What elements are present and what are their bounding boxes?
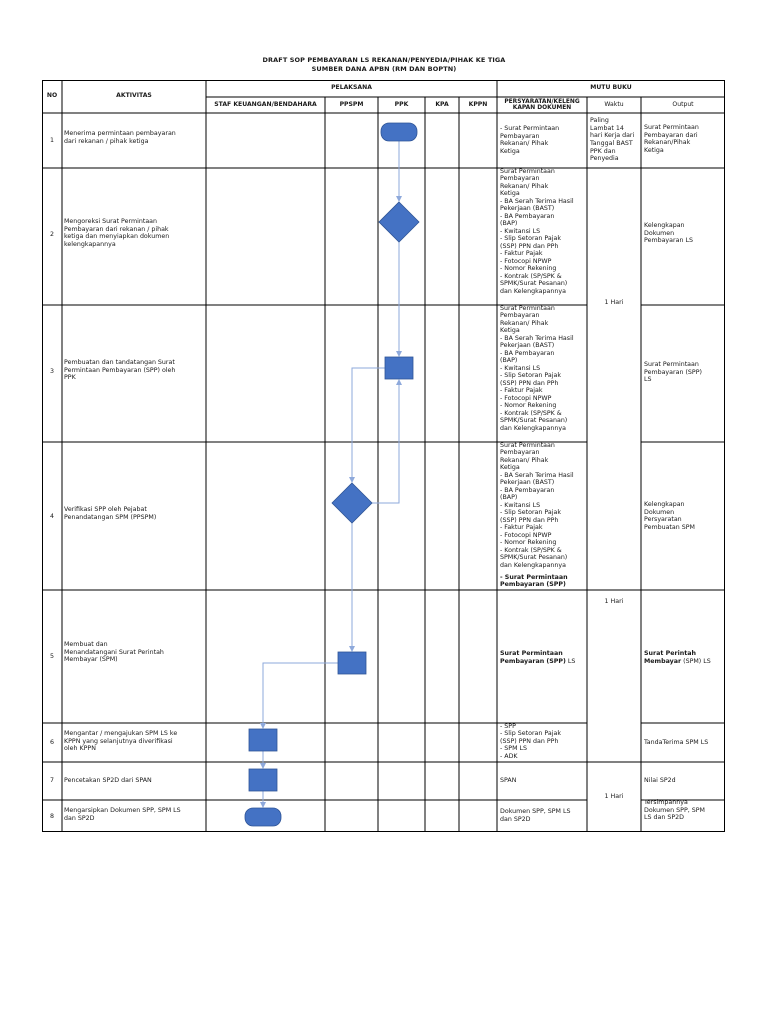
waktu-merged-text: 1 Hari xyxy=(604,598,624,605)
header-waktu: Waktu xyxy=(604,100,624,108)
output-text: Kelengkapan Dokumen Pembayaran LS xyxy=(644,222,693,245)
waktu-merged-text: 1 Hari xyxy=(604,793,624,800)
activity-text: Verifikasi SPP oleh Pejabat Penandatangan SPM (PPSPM) xyxy=(64,506,157,521)
header-mutu-buku: MUTU BUKU xyxy=(590,84,632,92)
output-text: Kelengkapan Dokumen Persyaratan Pembuatan SPM xyxy=(644,501,695,532)
output-text-tail: (SPM) LS xyxy=(681,657,711,665)
row-number: 4 xyxy=(49,513,54,520)
activity-text: Menerima permintaan pembayaran dari rekanan / pihak ketiga xyxy=(64,130,176,145)
flow-end-terminal xyxy=(245,808,281,826)
header-persyaratan: PERSYARATAN/KELENG KAPAN DOKUMEN xyxy=(504,98,580,111)
sop-table xyxy=(42,80,725,832)
header-kppn: KPPN xyxy=(468,100,488,108)
row-number: 6 xyxy=(49,739,54,746)
requirement-text-bold: Surat Permintaan Pembayaran (SPP) xyxy=(500,650,566,665)
requirement-text: Surat Permintaan Pembayaran Rekanan/ Pihak Ketiga - BA Serah Terima Hasil Pekerjaan (BAST) - BA Pembayaran (BAP) - Kwitansi LS - Slip Setoran Pajak (SSP) PPN dan PPh - Faktur Pajak - Fotocopi NPWP - Nomor Rekening - Kontrak (SP/SPK & SPMK/Surat Pesanan) dan Kelengkapannya xyxy=(500,168,574,295)
flow-connector-arrow xyxy=(352,368,385,482)
waktu-text: Paling Lambat 14 hari Kerja dari Tanggal BAST PPK dan Penyedia xyxy=(590,117,635,163)
document-title-line2: SUMBER DANA APBN (RM DAN BOPTN) xyxy=(311,65,457,73)
flow-decision-diamond xyxy=(332,483,372,523)
requirement-text: Dokumen SPP, SPM LS dan SP2D xyxy=(500,808,571,823)
header-ppspm: PPSPM xyxy=(339,100,364,108)
activity-text: Mengoreksi Surat Permintaan Pembayaran dari rekanan / pihak ketiga dan menyiapkan dokumen kelengkapannya xyxy=(64,218,170,249)
header-no: NO xyxy=(46,92,58,100)
requirement-text-bold: - Surat Permintaan Pembayaran (SPP) xyxy=(500,574,568,589)
flow-connector-arrow xyxy=(372,380,399,503)
flow-process-box xyxy=(338,652,366,674)
requirement-text: SPAN xyxy=(500,777,517,784)
header-aktivitas: AKTIVITAS xyxy=(116,92,152,100)
requirement-text-tail: LS xyxy=(565,657,576,665)
row-number: 7 xyxy=(49,777,54,784)
requirement-text: Surat Permintaan Pembayaran Rekanan/ Pihak Ketiga - BA Serah Terima Hasil Pekerjaan (BAST) - BA Pembayaran (BAP) - Kwitansi LS - Slip Setoran Pajak (SSP) PPN dan PPh - Faktur Pajak - Fotocopi NPWP - Nomor Rekening - Kontrak (SP/SPK & SPMK/Surat Pesanan) dan Kelengkapannya xyxy=(500,442,574,569)
flow-process-box xyxy=(249,769,277,791)
row-number: 2 xyxy=(49,231,54,238)
document-title-line1: DRAFT SOP PEMBAYARAN LS REKANAN/PENYEDIA/PIHAK KE TIGA xyxy=(262,56,506,64)
row-number: 8 xyxy=(49,813,54,820)
output-text: Nilai SP2d xyxy=(644,777,676,784)
row-number: 5 xyxy=(49,653,54,660)
header-pelaksana: PELAKSANA xyxy=(331,84,372,92)
activity-text: Mengarsipkan Dokumen SPP, SPM LS dan SP2D xyxy=(64,807,181,822)
requirement-text: Surat Permintaan Pembayaran Rekanan/ Pihak Ketiga - BA Serah Terima Hasil Pekerjaan (BAST) - BA Pembayaran (BAP) - Kwitansi LS - Slip Setoran Pajak (SSP) PPN dan PPh - Faktur Pajak - Fotocopi NPWP - Nomor Rekening - Kontrak (SP/SPK & SPMK/Surat Pesanan) dan Kelengkapannya xyxy=(500,305,574,432)
row-number: 3 xyxy=(49,368,54,375)
header-ppk: PPK xyxy=(394,100,409,108)
flow-connector-arrow xyxy=(263,663,338,728)
output-text-bold: Surat Perintah Membayar xyxy=(644,650,696,665)
requirement-text: - SPP - Slip Setoran Pajak (SSP) PPN dan PPh - SPM LS - ADK xyxy=(500,723,562,760)
header-staf-keuangan: STAF KEUANGAN/BENDAHARA xyxy=(214,100,317,108)
output-text: Surat Permintaan Pembayaran dari Rekanan/Pihak Ketiga xyxy=(644,124,699,155)
flow-decision-diamond xyxy=(379,202,419,242)
output-text: TandaTerima SPM LS xyxy=(644,739,709,746)
waktu-merged-text: 1 Hari xyxy=(604,299,624,306)
flow-process-box xyxy=(385,357,413,379)
header-output: Output xyxy=(672,100,694,108)
requirement-text: - Surat Permintaan Pembayaran Rekanan/ Pihak Ketiga xyxy=(500,125,560,156)
activity-text: Pembuatan dan tandatangan Surat Permintaan Pembayaran (SPP) oleh PPK xyxy=(64,359,176,382)
header-kpa: KPA xyxy=(435,100,449,108)
flowchart xyxy=(42,80,725,832)
flow-process-box xyxy=(249,729,277,751)
row-number: 1 xyxy=(49,137,54,144)
activity-text: Mengantar / mengajukan SPM LS ke KPPN yang selanjutnya diverifikasi oleh KPPN xyxy=(64,730,178,753)
flow-start-terminal xyxy=(381,123,417,141)
activity-text: Pencetakan SP2D dari SPAN xyxy=(64,777,152,784)
output-text: Surat Permintaan Pembayaran (SPP) LS xyxy=(644,361,702,384)
output-text: Tersimpannya Dokumen SPP, SPM LS dan SP2D xyxy=(644,799,705,822)
activity-text: Membuat dan Menandatangani Surat Perintah Membayar (SPM) xyxy=(64,641,164,664)
